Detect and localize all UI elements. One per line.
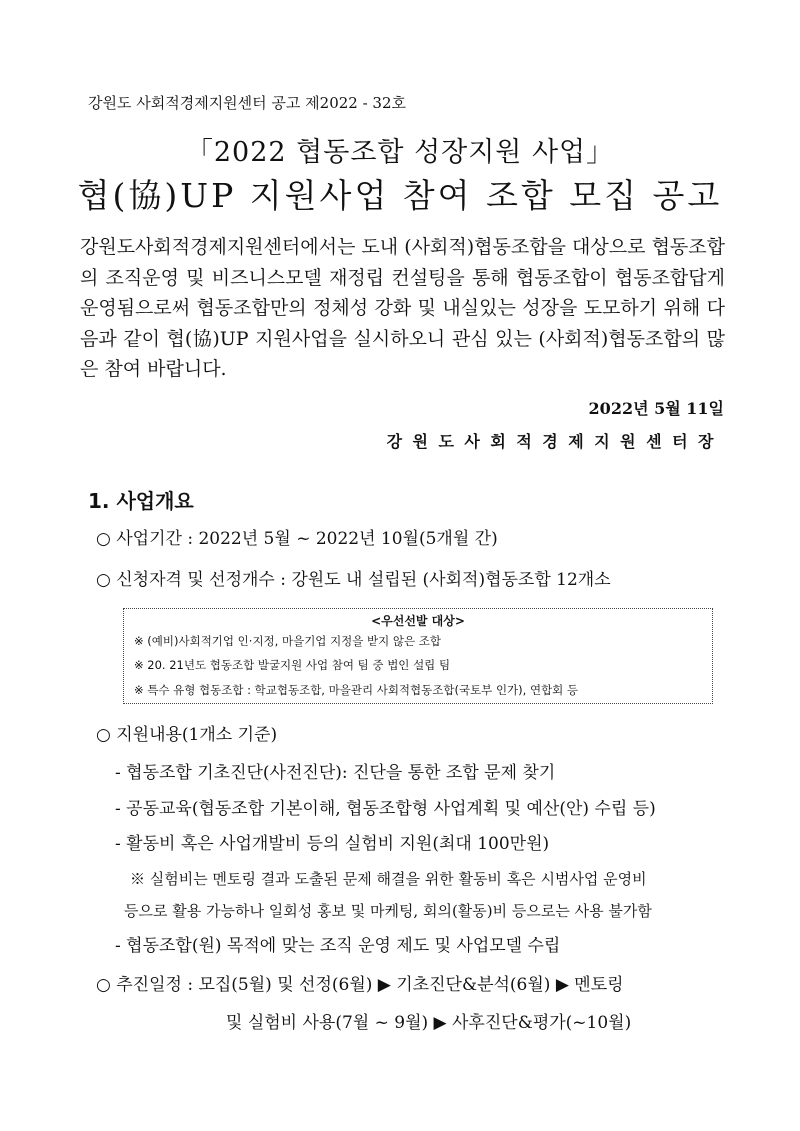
expense-note-continued: 등으로 활용 가능하나 일회성 홍보 및 마케팅, 회의(활동)비 등으로는 사용 불가함 — [124, 902, 652, 920]
intro-paragraph: 강원도사회적경제지원센터에서는 도내 (사회적)협동조합을 대상으로 협동조합의 조직운영 및 비즈니스모델 재정립 컨설팅을 통해 협동조합이 협동조합답게 운영됨으로써 협동조합만의 정체성 강화 및 내실있는 성장을 도모하기 위해 다음과 같이 협(協)UP 지원사업을 실시하오니 관심 있는 (사회적)협동조합의 많은 참여 바랍니다. — [80, 236, 725, 380]
support-content: ○ 지원내용(1개소 기준) — [96, 725, 278, 745]
schedule: ○ 추진일정 : 모집(5월) 및 선정(6월) ▶ 기초진단&분석(6월) ▶ 멘토링 — [96, 975, 624, 995]
qualification: ○ 신청자격 및 선정개수 : 강원도 내 설립된 (사회적)협동조합 12개소 — [96, 570, 611, 590]
expense-note: ※ 실험비는 멘토링 결과 도출된 문제 해결을 위한 활동비 혹은 시범사업 운영비 — [130, 870, 647, 888]
notice-date: 2022년 5월 11일 — [588, 399, 724, 418]
support-item: - 협동조합 기초진단(사전진단): 진단을 통한 조합 문제 찾기 — [115, 763, 556, 783]
notice-number: 강원도 사회적경제지원센터 공고 제2022 - 32호 — [88, 94, 407, 112]
priority-box — [123, 608, 713, 704]
title-line-1: 「2022 협동조합 성장지원 사업」 — [185, 137, 615, 168]
priority-item: ※ (예비)사회적기업 인·지정, 마을기업 지정을 받지 않은 조합 — [134, 634, 442, 648]
schedule-continued: 및 실험비 사용(7월 ~ 9월) ▶ 사후진단&평가(~10월) — [226, 1013, 632, 1033]
section-heading: 1. 사업개요 — [88, 489, 194, 513]
support-item: - 공동교육(협동조합 기본이해, 협동조합형 사업계획 및 예산(안) 수립 등) — [115, 799, 656, 819]
priority-box-title: <우선선발 대상> — [371, 614, 465, 628]
title-line-2: 협(協)UP 지원사업 참여 조합 모집 공고 — [77, 176, 723, 215]
issuer-signature: 강원도사회적경제지원센터장 — [386, 432, 724, 451]
priority-item: ※ 특수 유형 협동조합 : 학교협동조합, 마을관리 사회적협동조합(국토부 인가), 연합회 등 — [134, 683, 579, 697]
business-period: ○ 사업기간 : 2022년 5월 ~ 2022년 10월(5개월 간) — [96, 529, 498, 549]
priority-item: ※ 20. 21년도 협동조합 발굴지원 사업 참여 팀 중 법인 설립 팀 — [134, 658, 451, 672]
support-item: - 활동비 혹은 사업개발비 등의 실험비 지원(최대 100만원) — [115, 834, 550, 854]
support-item: - 협동조합(원) 목적에 맞는 조직 운영 제도 및 사업모델 수립 — [115, 936, 561, 956]
